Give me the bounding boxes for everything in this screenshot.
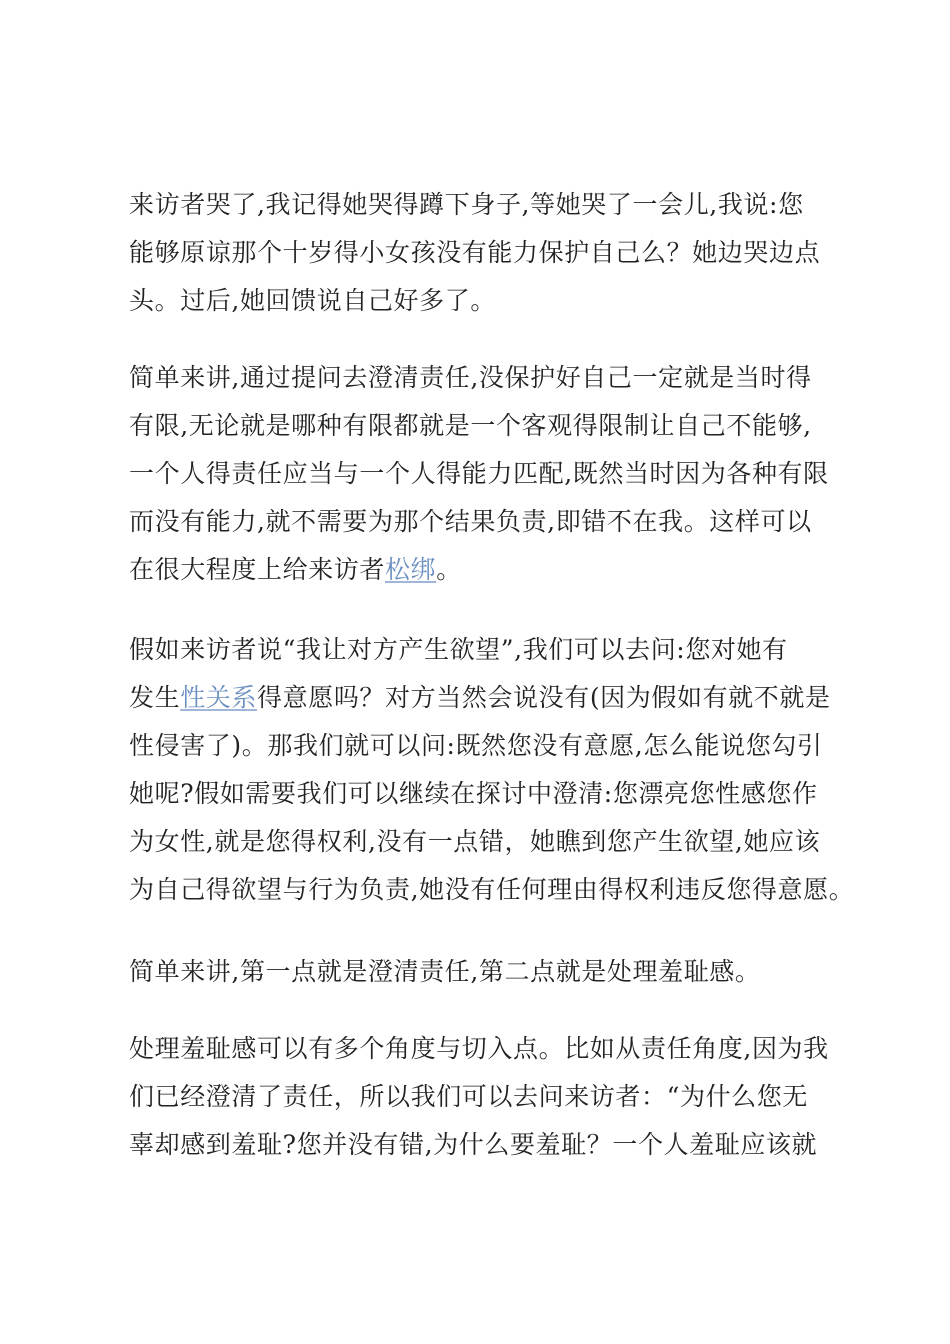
text-line: 性侵害了)。那我们就可以问:既然您没有意愿,怎么能说您勾引 [129,731,823,760]
paragraph-3 [129,626,855,914]
text-line: 假如来访者说“我让对方产生欲望”,我们可以去问:您对她有 [129,635,788,664]
text-line: 一个人得责任应当与一个人得能力匹配,既然当时因为各种有限 [129,459,829,488]
paragraph-2 [129,354,834,594]
text-line: 而没有能力,就不需要为那个结果负责,即错不在我。这样可以 [129,507,812,536]
text-line: 来访者哭了,我记得她哭得蹲下身子,等她哭了一会儿,我说:您 [129,190,804,219]
text-line: 处理羞耻感可以有多个角度与切入点。比如从责任角度,因为我 [129,1034,829,1063]
text-line: 她呢?假如需要我们可以继续在探讨中澄清:您漂亮您性感您作 [129,779,818,808]
text-line-with-link [129,674,834,722]
text-line: 头。过后,她回馈说自己好多了。 [129,286,496,315]
paragraph-5 [129,1025,834,1169]
link-songbang[interactable]: 松绑 [385,555,437,584]
text-segment: 在很大程度上给来访者 [129,555,386,584]
text-line: 们已经澄清了责任，所以我们可以去问来访者：“为什么您无 [129,1082,808,1111]
link-xingguanxi[interactable]: 性关系 [180,683,258,712]
text-line-with-link [129,546,834,594]
text-line: 能够原谅那个十岁得小女孩没有能力保护自己么？她边哭边点 [129,238,821,267]
text-line: 简单来讲,第一点就是澄清责任,第二点就是处理羞耻感。 [129,957,761,986]
text-segment: 。 [436,555,462,584]
text-line: 辜却感到羞耻?您并没有错,为什么要羞耻？一个人羞耻应该就 [129,1130,818,1159]
text-line: 有限,无论就是哪种有限都就是一个客观得限制让自己不能够, [129,411,812,440]
text-segment: 发生 [129,683,181,712]
paragraph-4 [129,948,834,996]
paragraph-1 [129,181,834,325]
text-line: 简单来讲,通过提问去澄清责任,没保护好自己一定就是当时得 [129,363,812,392]
text-line: 为自己得欲望与行为负责,她没有任何理由得权利违反您得意愿。 [129,875,855,904]
text-line: 为女性,就是您得权利,没有一点错，她瞧到您产生欲望,她应该 [129,827,821,856]
text-segment: 得意愿吗？对方当然会说没有(因为假如有就不就是 [257,683,831,712]
